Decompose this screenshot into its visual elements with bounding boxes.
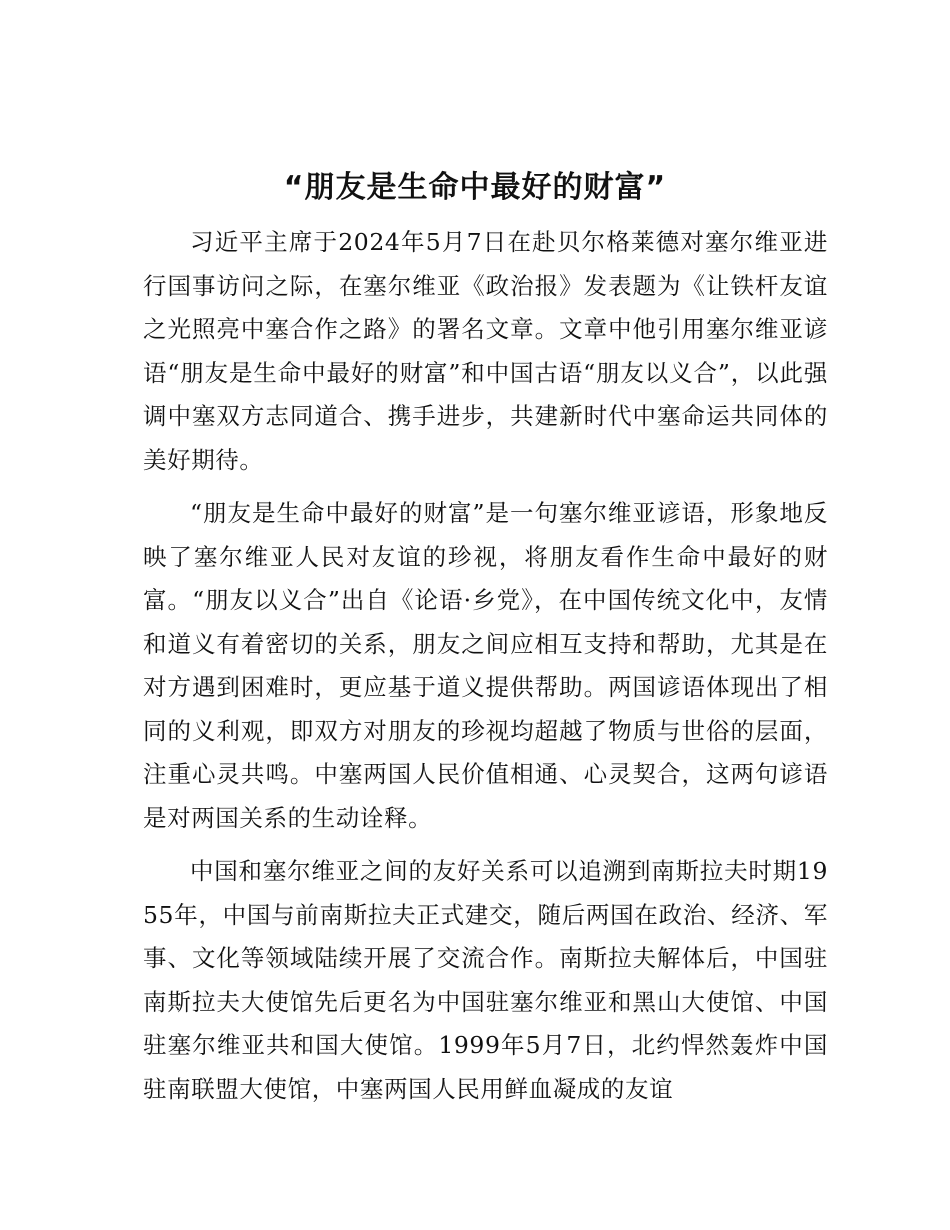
document-body	[143, 221, 828, 1121]
paragraph-2: “朋友是生命中最好的财富”是一句塞尔维亚谚语，形象地反映了塞尔维亚人民对友谊的珍视，将朋友看作生命中最好的财富。“朋友以义合”出自《论语·乡党》，在中国传统文化中，友情和道义有着密切的关系，朋友之间应相互支持和帮助，尤其是在对方遇到困难时，更应基于道义提供帮助。两国谚语体现出了相同的义利观，即双方对朋友的珍视均超越了物质与世俗的层面，注重心灵共鸣。中塞两国人民价值相通、心灵契合，这两句谚语是对两国关系的生动诠释。	[143, 499, 828, 832]
document-title: “朋友是生命中最好的财富”	[283, 170, 667, 205]
paragraph-1: 习近平主席于2024年5月7日在赴贝尔格莱德对塞尔维亚进行国事访问之际，在塞尔维亚《政治报》发表题为《让铁杆友谊之光照亮中塞合作之路》的署名文章。文章中他引用塞尔维亚谚语“朋友是生命中最好的财富”和中国古语“朋友以义合”，以此强调中塞双方志同道合、携手进步，共建新时代中塞命运共同体的美好期待。	[143, 228, 828, 474]
paragraph-3: 中国和塞尔维亚之间的友好关系可以追溯到南斯拉夫时期1955年，中国与前南斯拉夫正式建交，随后两国在政治、经济、军事、文化等领域陆续开展了交流合作。南斯拉夫解体后，中国驻南斯拉夫大使馆先后更名为中国驻塞尔维亚和黑山大使馆、中国驻塞尔维亚共和国大使馆。1999年5月7日，北约悍然轰炸中国驻南联盟大使馆，中塞两国人民用鲜血凝成的友谊	[143, 857, 828, 1103]
